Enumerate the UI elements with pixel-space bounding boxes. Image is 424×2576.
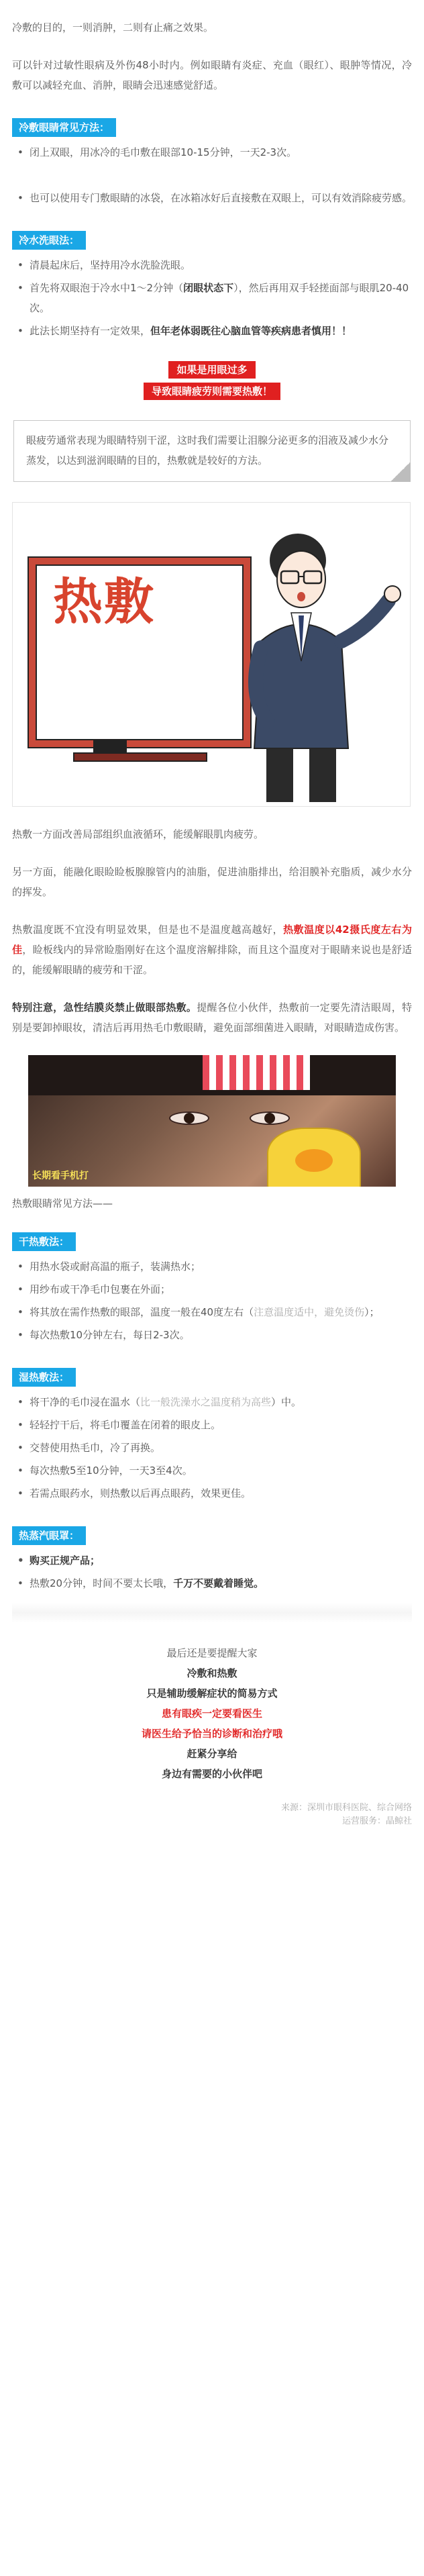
list-item: • 将其放在需作热敷的眼部，温度一般在40度左右（注意温度适中，避免烫伤）； <box>12 1302 412 1322</box>
list-item: • 此法长期坚持有一定效果，但年老体弱既往心脑血管等疾病患者慎用！！ <box>12 321 412 341</box>
list-item: • 用热水袋或耐高温的瓶子，装满热水； <box>12 1256 412 1277</box>
cold-wash-list <box>12 255 412 341</box>
list-item: • 购买正规产品； <box>12 1550 412 1571</box>
intro-paragraph-1: 冷敷的目的，一则消肿，二则有止痛之效果。 <box>12 21 214 34</box>
dry-hot-tag: 干热敷法： <box>12 1232 76 1251</box>
cold-wash-tag: 冷水洗眼法： <box>12 231 86 250</box>
list-item: • 热敷20分钟，时间不要太长哦，千万不要戴着睡觉。 <box>12 1573 412 1593</box>
list-item: • 首先将双眼泡于冷水中1～2分钟（闭眼状态下），然后再用双手轻搓面部与眼肌20-40次。 <box>12 278 412 318</box>
list-item: • 也可以使用专门敷眼睛的冰袋，在冰箱冰好后直接敷在双眼上，可以有效消除疲劳感。 <box>12 188 412 208</box>
headband-decoration <box>203 1055 310 1090</box>
closing-message: 最后还是要提醒大家 冷敷和热敷 只是辅助缓解症状的简易方式 患有眼疾一定要看医生 请医生给予恰当的诊断和治疗哦 赶紧分享给 身边有需要的小伙伴吧 <box>141 1647 282 1780</box>
list-item: • 用纱布或干净毛巾包裹在外面； <box>12 1279 412 1299</box>
cold-methods-tag: 冷敷眼睛常见方法： <box>12 118 116 137</box>
hot-intro-paragraph-2: 另一方面，能融化眼睑睑板腺腺管内的油脂，促进油脂排出，给泪膜补充脂质，减少水分的挥发。 <box>12 866 412 898</box>
warning-line-1: 如果是用眼过多 <box>168 361 255 379</box>
cold-wash-section <box>12 226 412 341</box>
warning-line-2: 导致眼睛疲劳则需要热敷！ <box>144 383 280 400</box>
chalk-ledge <box>73 752 207 762</box>
cold-methods-section <box>12 113 412 208</box>
source-credit: 来源：深圳市眼科医院、综合网络 运营服务：晶鲸社 <box>280 1803 412 1826</box>
intro-paragraph-2: 可以针对过敏性眼病及外伤48小时内。例如眼睛有炎症、充血（眼红）、眼肿等情况，冷敷可以减轻充血、消肿，眼睛会迅速感觉舒适。 <box>12 59 412 91</box>
list-item: • 若需点眼药水，则热敷以后再点眼药，效果更佳。 <box>12 1483 412 1503</box>
hot-intro-paragraph-4: 特别注意，急性结膜炎禁止做眼部热敷。提醒各位小伙伴，热敷前一定要先清洁眼周，特别是要卸掉眼妆，清洁后再用热毛巾敷眼睛，避免面部细菌进入眼睛，对眼睛造成伤害。 <box>12 1001 412 1034</box>
eraser-icon <box>93 739 127 754</box>
list-item: • 将干净的毛巾浸在温水（比一般洗澡水之温度稍为高些）中。 <box>12 1392 412 1412</box>
photo-caption: 热敷眼睛常见方法—— <box>12 1197 113 1209</box>
cold-methods-list <box>12 142 412 162</box>
divider <box>12 1603 412 1623</box>
list-item: • 交替使用热毛巾，冷了再换。 <box>12 1438 412 1458</box>
steam-tag: 热蒸汽眼罩： <box>12 1526 86 1545</box>
chalkboard-word: 热敷 <box>53 573 155 631</box>
hot-intro-paragraph-1: 热敷一方面改善局部组织血液循环，能缓解眼肌肉疲劳。 <box>12 828 264 840</box>
dry-hot-section <box>12 1227 412 1345</box>
teacher-figure <box>234 527 402 805</box>
eye-photo <box>28 1055 396 1187</box>
wet-hot-tag: 湿热敷法： <box>12 1368 76 1387</box>
list-item: • 每次热敷10分钟左右，每日2-3次。 <box>12 1325 412 1345</box>
page-fold-decoration <box>390 462 411 482</box>
photo-overlay-text: 长期看手机打 <box>32 1171 89 1181</box>
steam-section <box>12 1521 412 1593</box>
list-item: • 每次热敷5至10分钟，一天3至4次。 <box>12 1460 412 1481</box>
list-item: • 轻轻拧干后，将毛巾覆盖在闭着的眼皮上。 <box>12 1415 412 1435</box>
note-text: 眼疲劳通常表现为眼睛特别干涩，这时我们需要让泪腺分泌更多的泪液及减少水分蒸发，以达到滋润眼睛的目的，热敷就是较好的方法。 <box>26 434 389 466</box>
hot-intro-paragraph-3: 热敷温度既不宜没有明显效果，但是也不是温度越高越好，热敷温度以42摄氏度左右为佳，睑板线内的异常睑脂刚好在这个温度溶解排除，而且这个温度对于眼睛来说也是舒适的，能缓解眼睛的疲劳和干涩。 <box>12 924 412 976</box>
list-item: • 清晨起床后，坚持用冷水洗脸洗眼。 <box>12 255 412 275</box>
teacher-illustration <box>12 502 411 807</box>
note-card <box>13 420 411 482</box>
list-item: • 闭上双眼，用冰冷的毛巾敷在眼部10-15分钟，一天2-3次。 <box>12 142 412 162</box>
warning-banner <box>12 360 412 403</box>
wet-hot-section <box>12 1363 412 1503</box>
